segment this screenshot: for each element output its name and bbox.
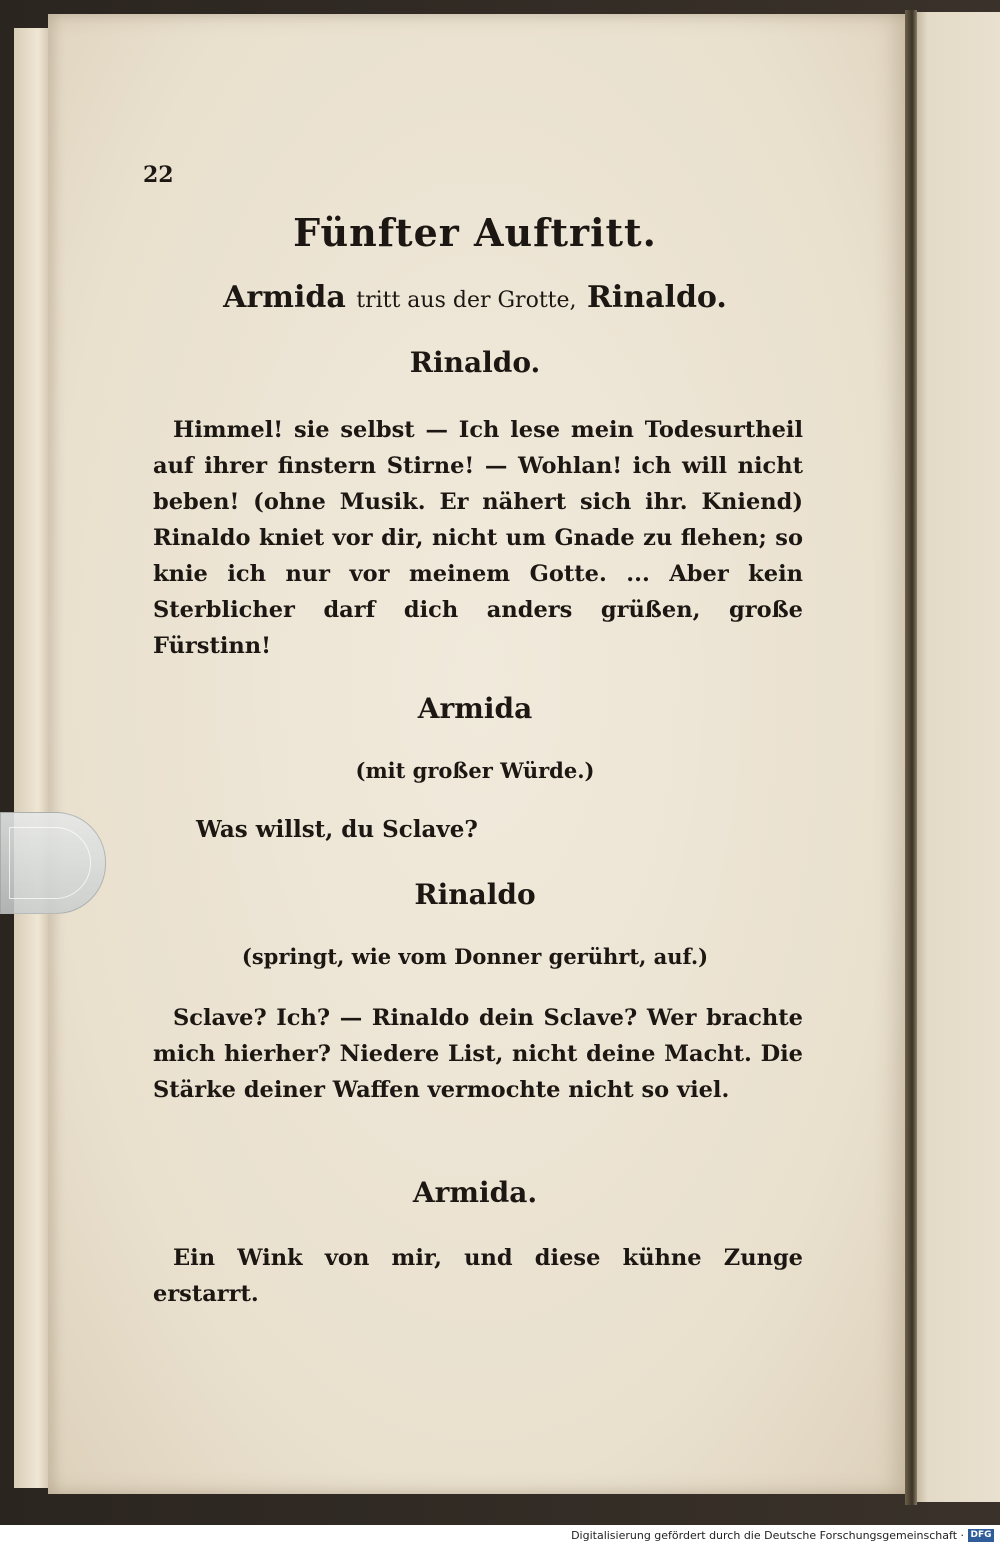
speaker-name: Rinaldo. <box>409 346 541 379</box>
speaker-name: Armida. <box>412 1176 538 1209</box>
page-clip <box>0 812 106 914</box>
book-gutter <box>905 10 917 1505</box>
act-heading: Fünfter Auftritt. <box>293 210 657 255</box>
facing-page <box>912 12 1000 1502</box>
scene-character-1: Armida <box>223 280 346 315</box>
dfg-logo: DFG <box>968 1529 994 1542</box>
speech-text: Himmel! sie selbst — Ich lese mein Todesurtheil auf ihrer finstern Stirne! — Wohlan! ich will nicht beben! (ohne Musik. Er nähert sich ihr. Kniend) Rinaldo kniet vor dir, nicht um Gnade zu flehen; so knie ich nur vor meinem Gotte. ... Aber kein Sterblicher darf dich anders grüßen, große Fürstinn! <box>153 417 803 659</box>
speaker-name: Rinaldo <box>414 878 536 911</box>
funding-credit: Digitalisierung gefördert durch die Deutsche Forschungsgemeinschaft · <box>571 1529 964 1542</box>
speech-text: Was willst, du Sclave? <box>196 816 478 843</box>
stage-direction: (mit großer Würde.) <box>355 758 595 783</box>
scene-heading <box>150 280 800 315</box>
scene-character-2: Rinaldo. <box>586 280 727 315</box>
stage-direction: (springt, wie vom Donner gerührt, auf.) <box>241 944 709 969</box>
speech-text: Sclave? Ich? — Rinaldo dein Sclave? Wer brachte mich hierher? Niedere List, nicht deine Macht. Die Stärke deiner Waffen vermochte nicht so viel. <box>153 1005 803 1103</box>
scene-direction: tritt aus der Grotte, <box>356 288 577 313</box>
page-number: 22 <box>143 162 174 188</box>
footer-bar <box>0 1525 1000 1547</box>
speech-text: Ein Wink von mir, und diese kühne Zunge erstarrt. <box>153 1245 803 1307</box>
speaker-name: Armida <box>417 692 533 725</box>
